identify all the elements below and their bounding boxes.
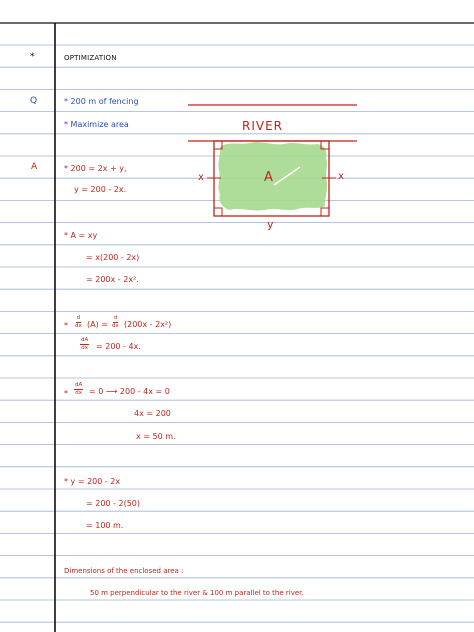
- side-label-bottom: y: [267, 218, 274, 231]
- corner-mark-bottom-left: [214, 208, 222, 216]
- derivative-operator-right: [112, 316, 119, 329]
- solve-4x: 4x = 200: [134, 409, 171, 418]
- y-result: = 100 m.: [86, 521, 124, 530]
- side-label-right: x: [338, 171, 344, 182]
- question-fencing: * 200 m of fencing: [64, 97, 139, 106]
- fraction-denominator: dx: [81, 344, 88, 351]
- header-bullet: *: [30, 52, 35, 62]
- derivative-operator-left: [75, 316, 82, 329]
- equation-area-sub: = x(200 - 2x): [86, 253, 140, 262]
- question-maximize: * Maximize area: [64, 120, 129, 129]
- question-marker: Q: [30, 96, 38, 106]
- equation-area: * A = xy: [64, 231, 98, 240]
- enclosure-diagram: [180, 100, 370, 235]
- zero-dA-dx: [74, 383, 83, 396]
- derivative-star: *: [64, 321, 68, 330]
- page-title: OPTIMIZATION: [64, 54, 117, 62]
- derivative-dA-dx: [80, 338, 89, 351]
- corner-mark-bottom-right: [321, 208, 329, 216]
- y-equation: * y = 200 - 2x: [64, 477, 121, 486]
- fraction-numerator: dA: [81, 337, 89, 343]
- answer-marker: A: [31, 162, 38, 172]
- equation-area-expanded: = 200x - 2x².: [86, 275, 139, 284]
- fraction-numerator: dA: [75, 382, 83, 388]
- fraction-denominator: dx: [75, 322, 82, 329]
- solve-x: x = 50 m.: [136, 432, 176, 441]
- fraction-numerator: d: [76, 315, 81, 321]
- zero-equation: = 0 ⟶ 200 - 4x = 0: [89, 387, 170, 396]
- fraction-denominator: dx: [75, 389, 82, 396]
- fraction-numerator: d: [113, 315, 118, 321]
- derivative-rhs: (200x - 2x²): [124, 320, 172, 329]
- derivative-result: = 200 - 4x.: [96, 342, 141, 351]
- derivative-lhs: (A) =: [87, 320, 108, 329]
- zero-star: *: [64, 389, 68, 398]
- equation-perimeter: * 200 = 2x + y,: [64, 164, 127, 173]
- side-label-left: x: [198, 172, 204, 183]
- y-substitution: = 200 - 2(50): [86, 499, 140, 508]
- area-label: A: [264, 170, 273, 185]
- conclusion-heading: Dimensions of the enclosed area :: [64, 567, 184, 575]
- conclusion-dimensions: 50 m perpendicular to the river & 100 m parallel to the river.: [90, 589, 304, 597]
- fraction-denominator: dx: [112, 322, 119, 329]
- river-label: RIVER: [242, 119, 284, 133]
- equation-y: y = 200 - 2x.: [74, 185, 127, 194]
